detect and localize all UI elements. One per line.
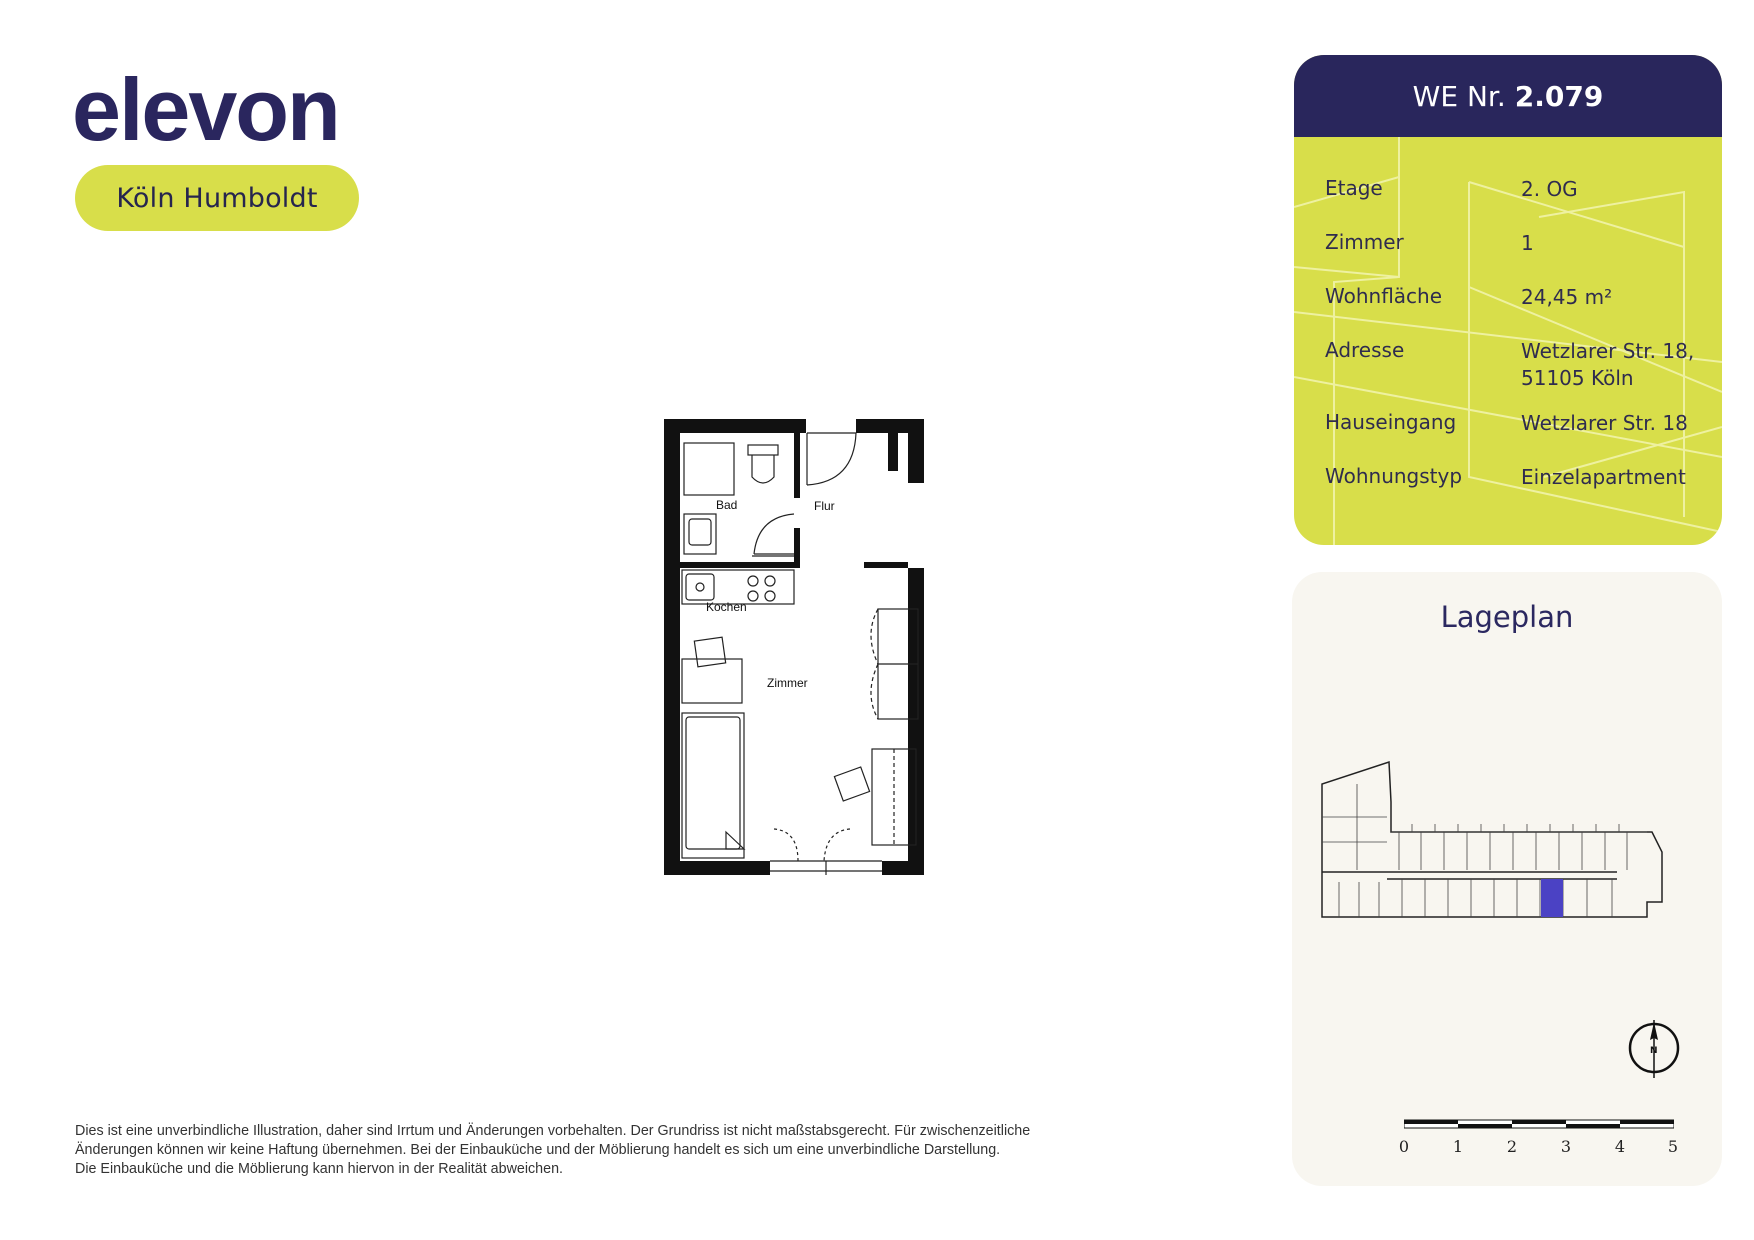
room-label-hall: Flur <box>814 499 835 513</box>
scale-label: 0 <box>1398 1137 1410 1156</box>
room-label-room: Zimmer <box>767 676 808 690</box>
detail-label: Etage <box>1325 176 1383 200</box>
detail-label: Wohnungstyp <box>1325 464 1463 488</box>
unit-number: 2.079 <box>1514 79 1604 113</box>
detail-value: Wetzlarer Str. 18 <box>1521 411 1688 435</box>
logo-text: elevon <box>72 60 339 150</box>
highlighted-unit <box>1541 879 1563 917</box>
disclaimer-line: Die Einbauküche und die Möblierung kann hiervon in der Realität abweichen. <box>75 1161 563 1177</box>
scale-label: 4 <box>1614 1137 1626 1156</box>
scale-label: 2 <box>1506 1137 1518 1156</box>
location-badge <box>75 165 359 231</box>
detail-label: Hauseingang <box>1325 410 1457 434</box>
scale-bar-labels <box>1292 1137 1722 1159</box>
detail-value: Wetzlarer Str. 18, 51105 Köln <box>1521 339 1695 390</box>
site-plan-card <box>1292 572 1722 1186</box>
room-label-bath: Bad <box>716 498 738 512</box>
scale-label: 5 <box>1667 1137 1679 1156</box>
location-name: Köln Humboldt <box>116 182 318 214</box>
elevon-logo <box>72 58 362 150</box>
detail-value: 1 <box>1521 231 1534 255</box>
detail-value: Einzelapartment <box>1521 465 1686 489</box>
detail-label: Zimmer <box>1325 230 1404 254</box>
unit-info-card <box>1294 55 1722 545</box>
scale-label: 3 <box>1560 1137 1572 1156</box>
disclaimer-line: Dies ist eine unverbindliche Illustration, daher sind Irrtum und Änderungen vorbehalten. Der Grundriss ist nicht maßstabsgerecht. Für zwischenzeitliche <box>75 1123 1031 1139</box>
scale-bar <box>1404 1118 1674 1130</box>
legal-disclaimer <box>75 1122 1165 1179</box>
unit-number-prefix: WE Nr. <box>1412 79 1506 113</box>
detail-value: 24,45 m² <box>1521 285 1613 309</box>
detail-label: Adresse <box>1325 338 1405 362</box>
north-arrow-icon <box>1622 1018 1686 1080</box>
building-site-plan <box>1317 742 1702 942</box>
floor-plan <box>664 419 924 875</box>
unit-number-header <box>1294 55 1722 137</box>
room-label-kitchen: Kochen <box>706 600 747 614</box>
detail-value: 2. OG <box>1521 177 1578 201</box>
detail-label: Wohnfläche <box>1325 284 1443 308</box>
scale-label: 1 <box>1452 1137 1464 1156</box>
site-plan-title: Lageplan <box>1440 600 1574 634</box>
disclaimer-line: Änderungen können wir keine Haftung übernehmen. Bei der Einbauküche und der Möblierung handelt es sich um eine unverbindliche Darstellung. <box>75 1142 1001 1158</box>
compass-north-label: N <box>1650 1046 1658 1056</box>
